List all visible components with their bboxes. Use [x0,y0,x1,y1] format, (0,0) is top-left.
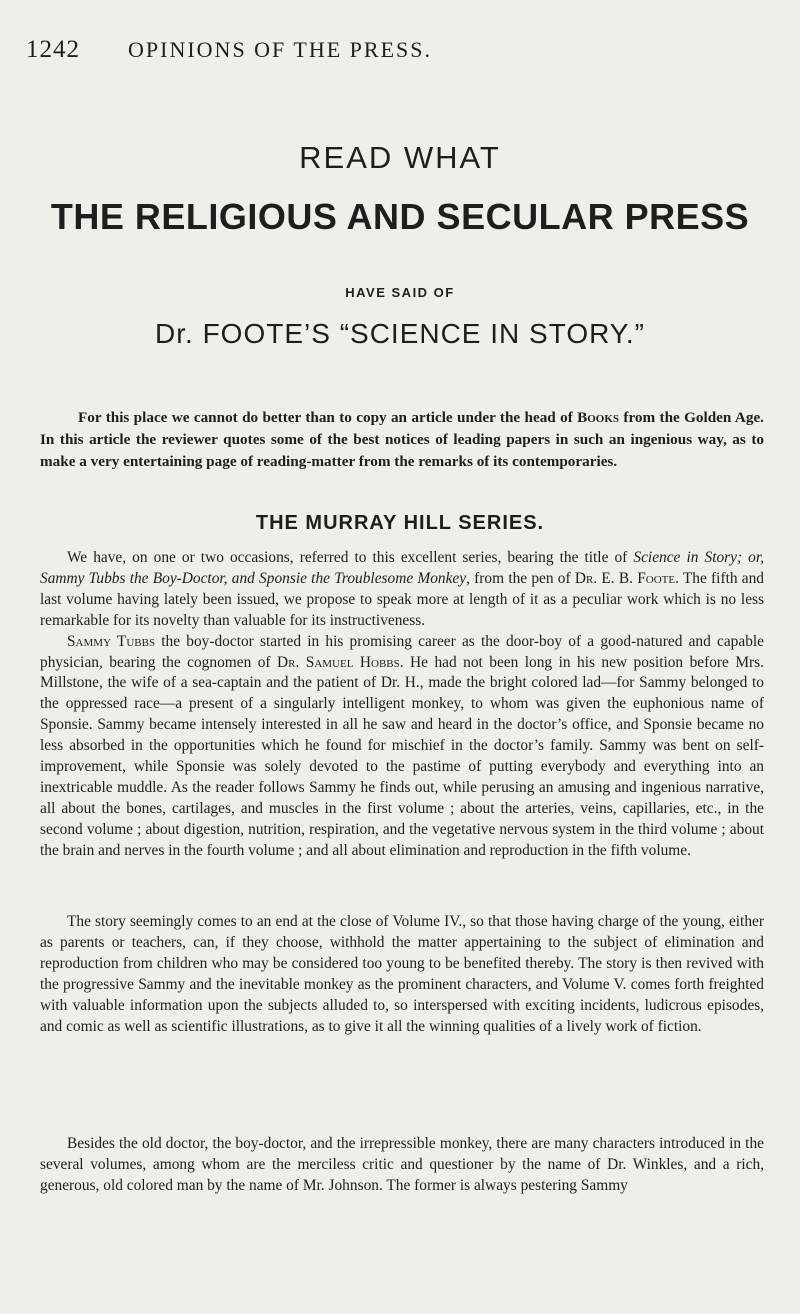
p2-sammy: Sammy Tubbs [67,632,156,650]
intro-text-2: from the Golden Age. In this article the reviewer quotes some of the best notices of leading papers in such an ingenious way, as to make a very entertaining page of reading-matter from the remarks of its contemporaries. [40,409,764,471]
intro-books: Books [577,409,620,426]
intro-paragraph [40,407,764,474]
paragraph-4 [40,1134,764,1197]
paragraph-1 [40,548,764,862]
headline-have-said: HAVE SAID OF [345,285,455,300]
headline-read-what: READ WHAT [299,140,501,175]
p1-author: Dr. E. B. Foote [574,569,676,587]
p2-text-2: . He had not been long in his new position before Mrs. Millstone, the wife of a sea-captain and the patient of Dr. H., made the bright colored lad—for Sammy belonged to the oppressed race—a present of a singularly intelligent monkey, to whom was given the euphonious name of Sponsie. Sammy became intensely interested in all he saw and heard in the doctor’s office, and Sponsie became no less absorbed in the opportunities which he found for mischief in the doctor’s family. Sammy was bent on self-improvement, while Sponsie was solely devoted to the pastime of putting everybody and everything into an inextricable muddle. As the reader follows Sammy he finds out, while perusing an amusing and ingenious narrative, all about the bones, cartilages, and muscles in the first volume ; about the arteries, veins, capillaries, etc., in the second volume ; about digestion, nutrition, respiration, and the vegetative nervous system in the third volume ; about the brain and nerves in the fourth volume ; and all about elimination and reproduction in the fifth volume. [40,653,764,859]
p2-doctor: Dr. Samuel Hobbs [277,653,400,671]
p1-text-1: We have, on one or two occasions, referred to this excellent series, bearing the title of [67,549,634,566]
p3-text: The story seemingly comes to an end at the close of Volume IV., so that those having charge of the young, either as parents or teachers, can, if they choose, withhold the matter appertaining to the subject of elimination and reproduction from children who may be considered too young to be benefited thereby. The story is then revived with the progressive Sammy and the inevitable monkey as the prominent characters, and Volume V. comes forth freighted with valuable information upon the subjects alluded to, so interspersed with exciting incidents, ludicrous episodes, and comic as well as scientific illustrations, as to give it all the winning qualities of a lively work of fiction. [40,913,764,1035]
p2-text-1: the boy-doctor started in his promising career as the door-boy of a good-natured and capable physician, bearing the cognomen of [40,632,765,671]
section-heading: THE MURRAY HILL SERIES. [255,512,545,534]
headline-book-title: Dr. FOOTE’S “SCIENCE IN STORY.” [155,318,645,349]
p1-text-2: , from the pen of [466,569,575,587]
intro-text-1: For this place we cannot do better than to copy an article under the head of [78,409,578,426]
page-header [26,36,774,64]
page-number: 1242 [26,36,80,63]
running-head: OPINIONS OF THE PRESS. [128,37,432,62]
headline-press: THE RELIGIOUS AND SECULAR PRESS [50,196,750,237]
paragraph-3 [40,912,764,1037]
p1-book-title: Science in Story; or, Sammy Tubbs the Boy-Doctor, and Sponsie the Troublesome Monkey [40,549,765,587]
p4-text: Besides the old doctor, the boy-doctor, and the irrepressible monkey, there are many characters introduced in the several volumes, among whom are the merciless critic and questioner by the name of Dr. Winkles, and a rich, generous, old colored man by the name of Mr. Johnson. The former is always pestering Sammy [40,1135,764,1194]
p1-text-3: . The fifth and last volume having lately been issued, we propose to speak more at length of it as a peculiar work which is no less remarkable for its novelty than valuable for its instructiveness. [40,569,764,629]
